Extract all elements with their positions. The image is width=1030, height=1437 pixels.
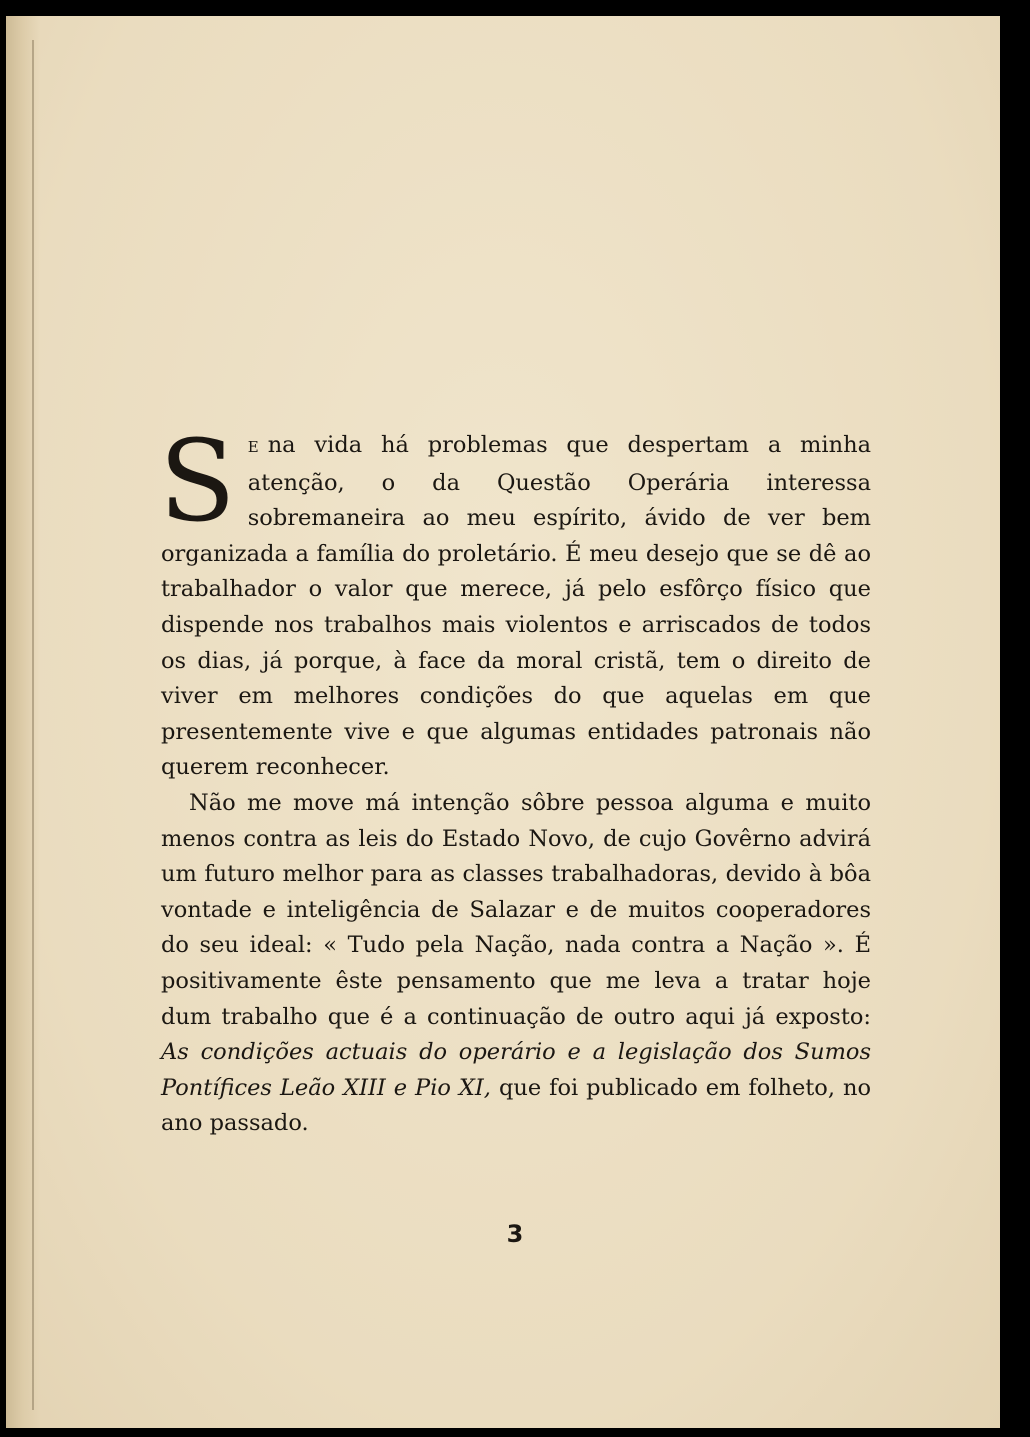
paragraph-2-tail: que foi publicado em folheto, no ano passado. <box>161 1074 872 1137</box>
binding-edge-line <box>32 40 34 1410</box>
paragraph-2-text: Não me move má intenção sôbre pessoa alguma e muito menos contra as leis do Estado Novo, de cujo Govêrno advirá um futuro melhor para as classes trabalhadoras, devido à bôa vontade e inteligência de Salazar e de muitos cooperadores do seu ideal: « Tudo pela Nação, nada contra a Nação ». É positivamente êste pensamento que me leva a tratar hoje dum trabalho que é a continuação de outro aqui já exposto: <box>161 789 871 1030</box>
drop-cap-continuation: E <box>247 438 260 456</box>
page-number: 3 <box>506 1220 524 1248</box>
body-text <box>159 417 872 1142</box>
paragraph-2 <box>161 786 871 1142</box>
page-gutter-shadow <box>6 16 40 1428</box>
paragraph-1 <box>159 417 871 786</box>
drop-cap: S <box>159 417 236 547</box>
paragraph-1-text: na vida há problemas que despertam a minha atenção, o da Questão Operária interessa sobremaneira ao meu espírito, ávido de ver bem organizada a família do proletário. É meu desejo que se dê ao trabalhador o valor que merece, já pelo esfôrço físico que dispende nos trabalhos mais violentos e arriscados de todos os dias, já porque, à face da moral cristã, tem o direito de viver em melhores condições do que aquelas em que presentemente vive e que algumas entidades patronais não querem reconhecer. <box>161 432 871 781</box>
publication-title: As condições actuais do operário e a legislação dos Sumos Pontífices Leão XIII e Pio XI, <box>161 1039 871 1101</box>
